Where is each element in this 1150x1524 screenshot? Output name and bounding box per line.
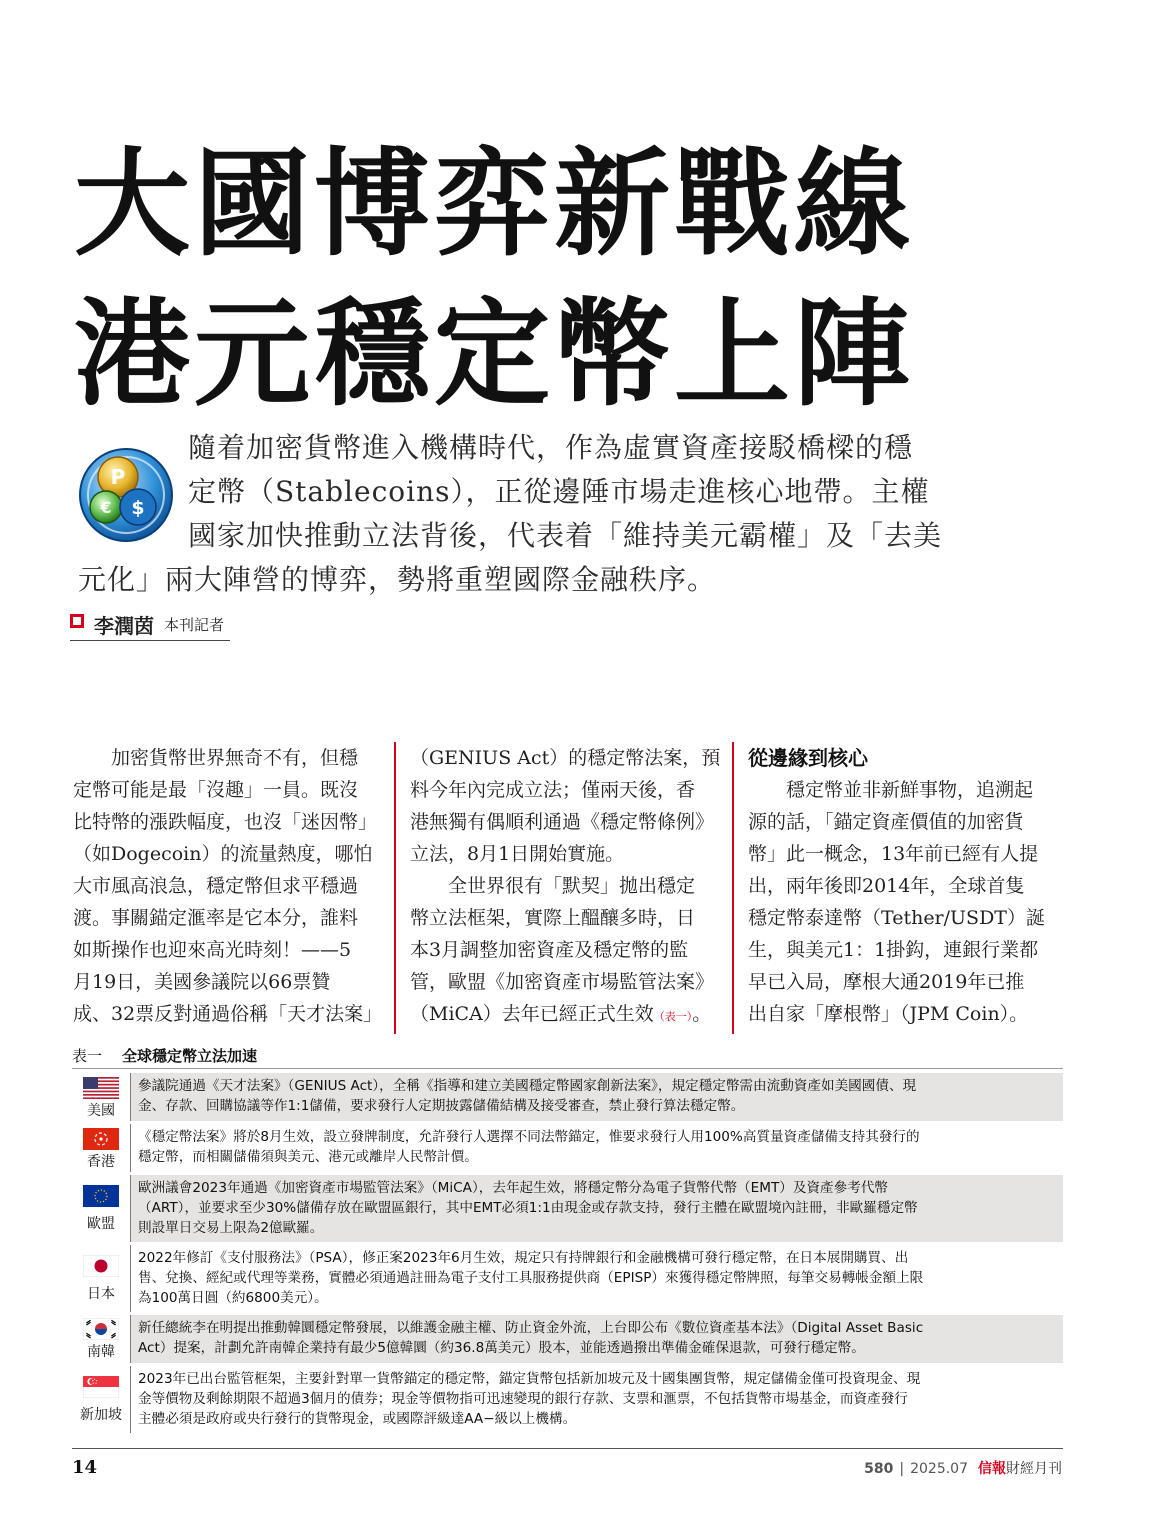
body-line-last [410,998,711,1030]
row-text-line: 主體必須是政府或央行發行的貨幣現金，或國際評級達AA−級以上機構。 [138,1411,577,1427]
body-line: 料今年內完成立法；僅兩天後，香 [410,779,696,801]
body-line: （GENIUS Act）的穩定幣法案，預 [410,747,721,769]
publication-name: 財經月刊 [1006,1461,1062,1477]
svg-text:P: P [110,465,126,489]
row-text-line: 金等價物及剩餘期限不超過3個月的債券；現金等價物指可迅速變現的銀行存款、支票和滙票，不包括貨幣市場基金，而資產發行 [138,1391,908,1407]
row-text-line: 金、存款、回購協議等作1:1儲備，要求發行人定期披露儲備結構及接受審查，禁止發行算法穩定幣。 [138,1098,745,1114]
body-line: 定幣可能是最「沒趣」一員。既沒 [73,779,359,801]
row-text-line: 歐洲議會2023年通過《加密資產市場監管法案》（MiCA），去年起生效，將穩定幣分為電子貨幣代幣（EMT）及資產參考代幣 [138,1180,889,1196]
row-text-line: 參議院通過《天才法案》（GENIUS Act），全稱《指導和建立美國穩定幣國家創新法案》，規定穩定幣需由流動資產如美國國債、現 [138,1078,917,1094]
body-text: （MiCA）去年已經正式生效 [410,1003,654,1025]
japan-flag-icon [83,1255,119,1277]
body-line: 幣」此一概念，13年前已經有人提 [748,843,1039,865]
table-row-japan [72,1245,1063,1312]
stablecoin-icon [76,443,176,543]
row-text [138,1178,1055,1238]
headline-line-1: 大國博弈新戰線 [74,137,914,272]
body-line: 加密貨幣世界無奇不有，但穩 [73,747,359,769]
body-line: 月19日，美國參議院以66票贊 [73,971,331,993]
body-line: 出自家「摩根幣」（JPM Coin）。 [748,1003,1029,1025]
row-text-line: 穩定幣，而相關儲備須與美元、港元或離岸人民幣計價。 [138,1149,478,1165]
row-text-line: 新任總統李在明提出推動韓圜穩定幣發展，以維護金融主權、防止資金外流，上台即公布《數位資產基本法》（Digital Asset Basic [138,1320,924,1336]
body-line: （如Dogecoin）的流量熱度，哪怕 [73,843,373,865]
headline-line-2: 港元穩定幣上陣 [74,287,914,422]
body-line: 源的話，「錨定資產價值的加密貨 [748,811,1024,833]
table-top-rule [72,1068,1063,1069]
flag-cell [72,1245,131,1312]
country-name: 歐盟 [87,1216,115,1232]
row-text [138,1127,1055,1167]
page-number: 14 [72,1457,98,1478]
section-heading: 從邊緣到核心 [748,746,868,770]
table-row-eu [72,1175,1063,1242]
publication-brand: 信報 [978,1461,1006,1477]
flag-cell [72,1315,131,1363]
author-role: 本刊記者 [164,616,225,634]
row-text-line: 則設單日交易上限為2億歐羅。 [138,1220,324,1236]
svg-text:$: $ [131,497,145,519]
us-flag-icon [83,1077,119,1099]
body-line: 成、32票反對通過俗稱「天才法案」 [73,1003,383,1025]
byline [70,610,230,641]
row-text-line: 《穩定幣法案》將於8月生效，設立發牌制度，允許發行人選擇不同法幣錨定，惟要求發行人用100%高質量資產儲備支持其發行的 [138,1129,920,1145]
country-name: 新加坡 [80,1407,122,1423]
flag-cell [72,1073,131,1121]
column-divider [394,742,396,1034]
byline-square-icon [70,614,84,628]
country-name: 美國 [87,1103,115,1119]
hong-kong-flag-icon [83,1128,119,1150]
south-korea-flag-icon [83,1318,119,1340]
row-text [138,1248,1055,1308]
author-name: 李潤茵 [94,614,154,638]
table-number: 表一 [72,1047,103,1065]
row-text-line: 2022年修訂《支付服務法》（PSA），修正案2023年6月生效，規定只有持牌銀行和金融機構可發行穩定幣，在日本展開購買、出 [138,1250,909,1266]
lead-line: 定幣（Stablecoins），正從邊陲市場走進核心地帶。主權 [188,475,930,508]
body-line: 幣立法框架，實際上醞釀多時，日 [410,907,696,929]
issue-number: 580 [864,1461,894,1477]
body-line: 大市風高浪急，穩定幣但求平穩過 [73,875,359,897]
footer-separator: | [899,1461,905,1477]
body-line: 渡。事關錨定滙率是它本分，誰料 [73,907,359,929]
country-name: 香港 [87,1154,115,1170]
svg-text:€: € [100,498,112,517]
body-line: 比特幣的漲跌幅度，也沒「迷因幣」 [73,811,378,833]
table-reference: （表一） [653,1010,693,1023]
body-text: 。 [692,1003,712,1025]
row-text-line: 2023年已出台監管框架，主要針對單一貨幣錨定的穩定幣，錨定貨幣包括新加坡元及十國集團貨幣，規定儲備金僅可投資現金、現 [138,1371,921,1387]
row-text-line: Act）提案，計劃允許南韓企業持有最少5億韓圜（約36.8萬美元）股本，並能透過撥出準備金確保退款，可發行穩定幣。 [138,1340,865,1356]
flag-cell [72,1124,131,1172]
body-line: 立法，8月1日開始實施。 [410,843,625,865]
lead-line: 元化」兩大陣營的博弈，勢將重塑國際金融秩序。 [78,563,717,596]
body-line: 穩定幣並非新鮮事物，追溯起 [748,779,1034,801]
lead-line: 國家加快推動立法背後，代表着「維持美元霸權」及「去美 [188,519,943,552]
body-line: 全世界很有「默契」拋出穩定 [410,875,696,897]
table-row-hong-kong [72,1124,1063,1172]
flag-cell [72,1175,131,1242]
body-line: 管，歐盟《加密資產市場監管法案》 [410,971,715,993]
issue-date: 2025.07 [910,1461,968,1477]
body-line: 本3月調整加密資產及穩定幣的監 [410,939,689,961]
table-title: 全球穩定幣立法加速 [122,1047,258,1065]
table-caption [72,1045,257,1066]
column-divider [732,742,734,1034]
table-row-south-korea [72,1315,1063,1363]
body-line: 生，與美元1：1掛鈎，連銀行業都 [748,939,1039,961]
country-name: 日本 [87,1286,115,1302]
singapore-flag-icon [83,1376,119,1398]
eu-flag-icon [83,1185,119,1207]
row-text-line: （ART），並要求至少30%儲備存放在歐盟區銀行，其中EMT必須1:1由現金或存款支持，發行主體在歐盟境內註冊，非歐羅穩定幣 [138,1200,918,1216]
body-line: 港無獨有偶順利通過《穩定幣條例》 [410,811,715,833]
flag-cell [72,1366,131,1433]
footer-issue-info [864,1458,1062,1478]
row-text-line: 為100萬日圓（約6800美元）。 [138,1290,328,1306]
row-text [138,1318,1055,1358]
body-line: 出，兩年後即2014年，全球首隻 [748,875,1025,897]
row-text [138,1369,1055,1429]
row-text [138,1076,1055,1116]
body-line: 如斯操作也迎來高光時刻！——5 [73,939,352,961]
lead-line: 隨着加密貨幣進入機構時代，作為虛實資產接駁橋樑的穩 [188,431,914,464]
body-line: 早已入局，摩根大通2019年已推 [748,971,1025,993]
footer-rule [72,1448,1063,1449]
table-row-usa [72,1073,1063,1121]
table-row-singapore [72,1366,1063,1433]
body-line: 穩定幣泰達幣（Tether/USDT）誕 [748,907,1045,929]
country-name: 南韓 [87,1344,115,1360]
row-text-line: 售、兌換、經紀或代理等業務，實體必須通過註冊為電子支付工具服務提供商（EPISP）來獲得穩定幣牌照，每筆交易轉帳金額上限 [138,1270,924,1286]
